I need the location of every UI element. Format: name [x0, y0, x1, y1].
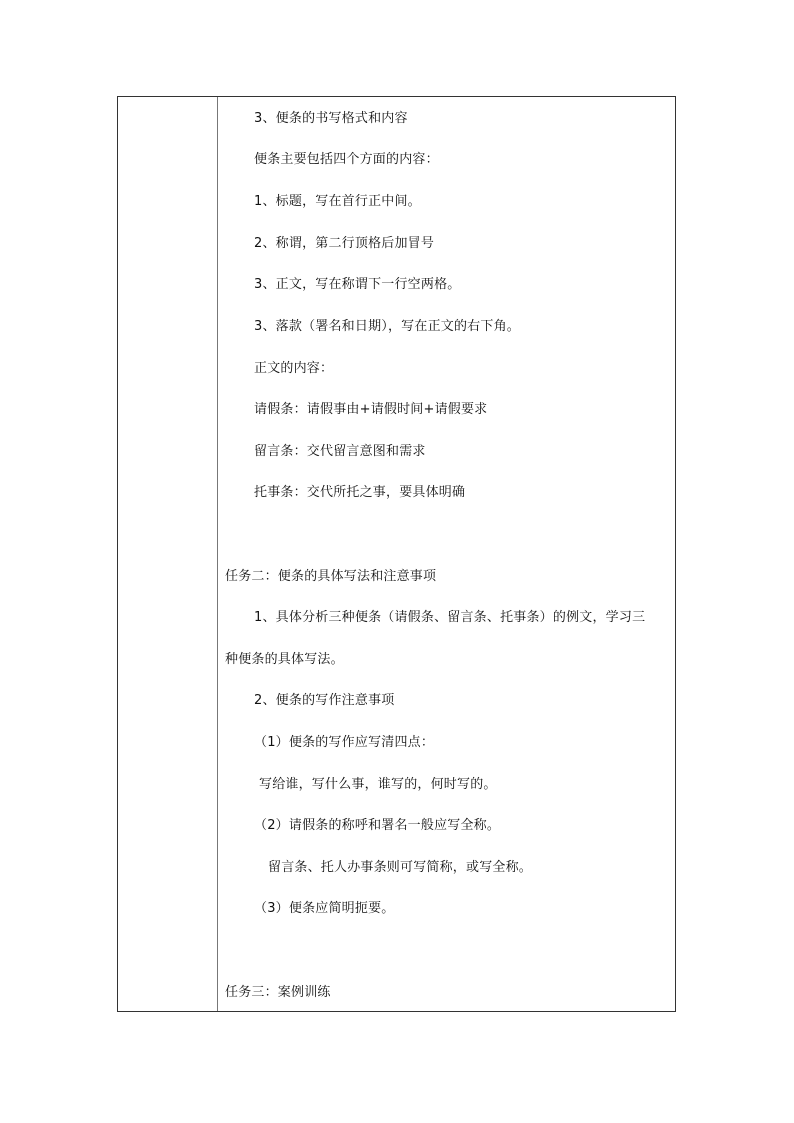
text-line: 2、称谓，第二行顶格后加冒号 — [254, 236, 435, 251]
text-line: 请假条：请假事由+请假时间+请假要求 — [254, 402, 488, 417]
text-line: 2、便条的写作注意事项 — [254, 693, 395, 708]
text-line: （3）便条应简明扼要。 — [254, 901, 395, 916]
text-line: （1）便条的写作应写清四点： — [254, 735, 435, 750]
text-line: 留言条、托人办事条则可写简称，或写全称。 — [268, 860, 533, 875]
text-line: 托事条：交代所托之事，要具体明确 — [254, 485, 466, 500]
text-line: 正文的内容： — [254, 361, 334, 376]
text-line: 便条主要包括四个方面的内容： — [254, 152, 439, 167]
text-line: 1、标题，写在首行正中间。 — [254, 194, 421, 209]
text-line: 留言条：交代留言意图和需求 — [254, 444, 426, 459]
heading-note-format: 3、便条的书写格式和内容 — [254, 111, 408, 126]
heading-task-three: 任务三：案例训练 — [225, 985, 331, 1000]
text-line: 写给谁，写什么事，谁写的，何时写的。 — [259, 777, 497, 792]
text-line: 1、具体分析三种便条（请假条、留言条、托事条）的例文，学习三 — [254, 610, 646, 625]
heading-task-two: 任务二：便条的具体写法和注意事项 — [225, 569, 437, 584]
text-line: 3、正文，写在称谓下一行空两格。 — [254, 277, 461, 292]
table-left-cell — [118, 97, 218, 1011]
text-line: 种便条的具体写法。 — [225, 652, 344, 667]
text-line: 3、落款（署名和日期），写在正文的右下角。 — [254, 319, 520, 334]
text-line: （2）请假条的称呼和署名一般应写全称。 — [254, 818, 501, 833]
